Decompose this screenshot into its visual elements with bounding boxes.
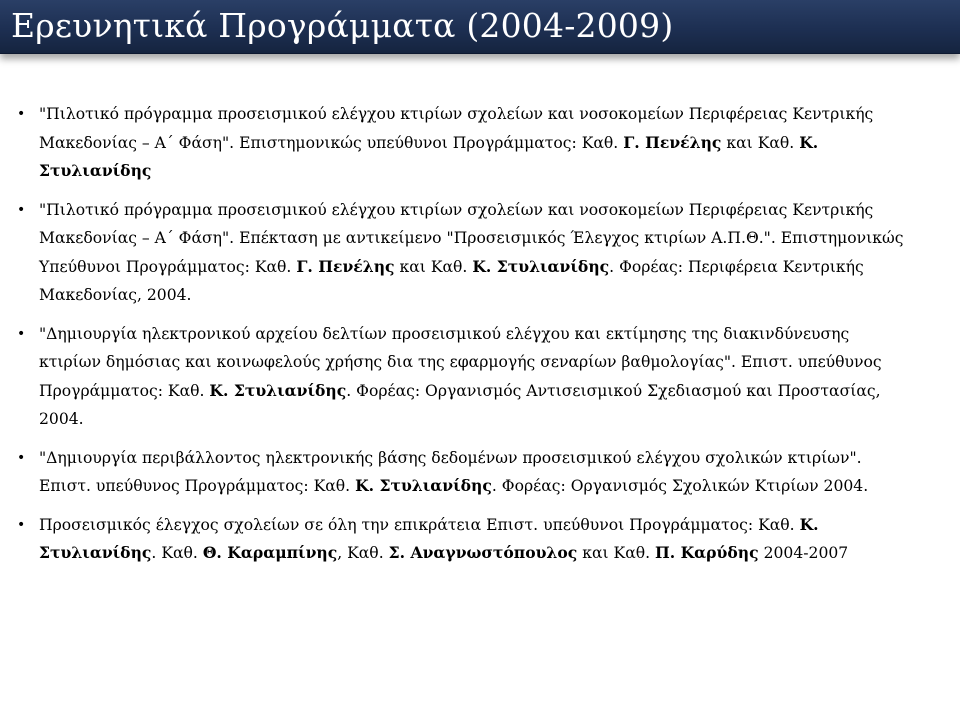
project-text: και Καθ.: [577, 544, 656, 562]
project-text: και Καθ.: [721, 133, 800, 152]
project-text: . Φορέας: Οργανισμός Σχολικών Κτιρίων 2004.: [491, 477, 869, 495]
project-item: [14, 320, 914, 434]
project-text: 2004-2007: [758, 544, 849, 562]
person-name: Κ. Στυλιανίδης: [39, 132, 819, 180]
project-item: [14, 444, 914, 501]
project-text: και Καθ.: [394, 257, 473, 276]
project-item: [14, 100, 914, 186]
bullet-icon: •: [17, 201, 26, 218]
person-name: Π. Καρύδης: [655, 543, 759, 562]
person-name: Κ. Στυλιανίδης: [355, 476, 492, 495]
project-text: . Φορέας: Περιφέρεια Κεντρικής Μακεδονίας, 2004.: [39, 257, 864, 304]
person-name: Κ. Στυλιανίδης: [39, 514, 819, 562]
slide-title: Ερευνητικά Προγράμματα (2004-2009): [11, 6, 674, 45]
person-name: Κ. Στυλιανίδης: [472, 256, 610, 276]
person-name: Κ. Στυλιανίδης: [209, 380, 347, 400]
title-bar: [0, 0, 960, 54]
project-text: . Φορέας: Οργανισμός Αντισεισμικού Σχεδιασμού και Προστασίας, 2004.: [39, 381, 881, 428]
project-text: . Καθ.: [151, 544, 203, 562]
bullet-icon: •: [17, 106, 26, 122]
person-name: Θ. Καραμπίνης: [202, 543, 338, 562]
project-text: "Πιλοτικό πρόγραμμα προσεισμικού ελέγχου κτιρίων σχολείων και νοσοκομείων Περιφέρειας Κεντρικής Μακεδονίας – Α΄ Φάση". Επέκταση με αντικείμενο "Προσεισμικός Έλεγχος κτιρίων Α.Π.Θ.". Επιστημονικώς Υπεύθυνοι Προγράμματος: Καθ.: [39, 200, 904, 276]
project-text: Προσεισμικός έλεγχος σχολείων σε όλη την επικράτεια Επιστ. υπεύθυνοι Προγράμματος: Καθ.: [39, 515, 800, 534]
bullet-icon: •: [17, 325, 26, 342]
person-name: Γ. Πενέλης: [623, 132, 722, 152]
project-item: [14, 196, 914, 310]
bullet-icon: •: [17, 516, 26, 533]
bullet-icon: •: [17, 449, 26, 466]
project-text: "Δημιουργία περιβάλλοντος ηλεκτρονικής βάσης δεδομένων προσεισμικού ελέγχου σχολικών κτιρίων". Επιστ. υπεύθυνος Προγράμματος: Καθ.: [39, 448, 862, 495]
project-list: [14, 100, 914, 578]
project-item: [14, 511, 914, 568]
person-name: Σ. Αναγνωστόπουλος: [388, 543, 578, 562]
project-text: "Δημιουργία ηλεκτρονικού αρχείου δελτίων προσεισμικού ελέγχου και εκτίμησης της διακινδύνευσης κτιρίων δημόσιας και κοινωφελούς χρήσης δια της εφαρμογής σεναρίων βαθμολογίας". Επιστ. υπεύθυνος Προγράμματος: Καθ.: [39, 324, 882, 400]
project-text: "Πιλοτικό πρόγραμμα προσεισμικού ελέγχου κτιρίων σχολείων και νοσοκομείων Περιφέρειας Κεντρικής Μακεδονίας – Α΄ Φάση". Επιστημονικώς υπεύθυνοι Προγράμματος: Καθ.: [39, 105, 874, 152]
project-text: , Καθ.: [337, 544, 389, 562]
person-name: Γ. Πενέλης: [296, 256, 395, 276]
